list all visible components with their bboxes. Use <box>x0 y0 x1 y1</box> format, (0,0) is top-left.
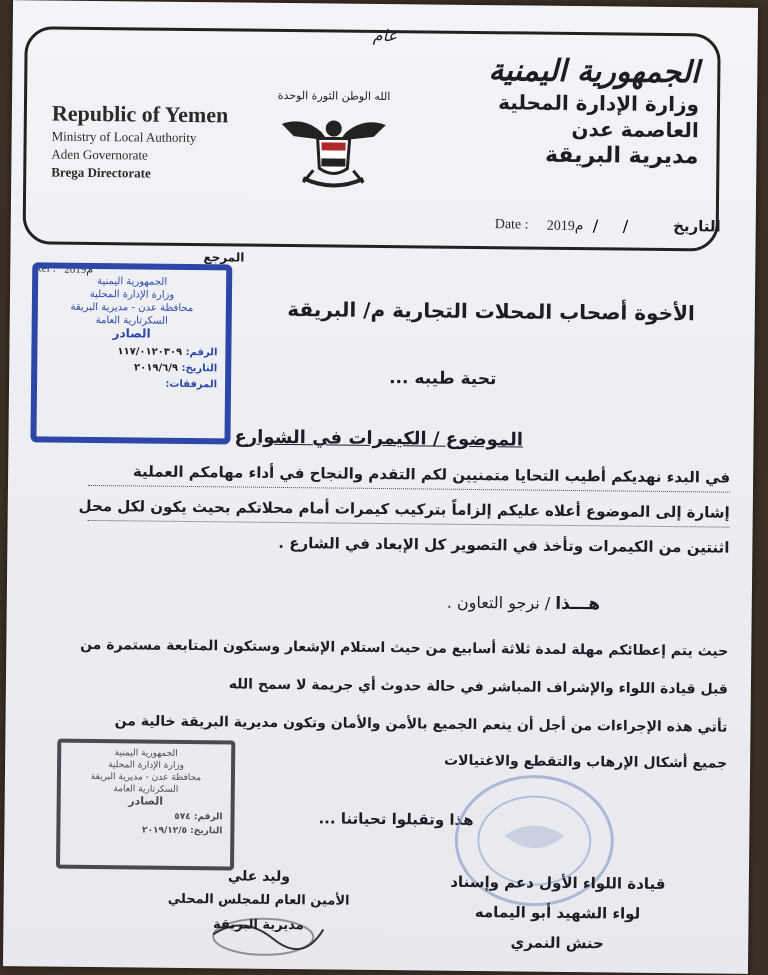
eagle-emblem-icon <box>273 102 394 191</box>
ref-label-ar: المرجع <box>203 250 245 265</box>
stamp-date-value: ٢٠١٩/٦/٩ <box>134 362 179 374</box>
stamp-line: محافظة عدن - مديرية البريقة <box>70 301 194 315</box>
date-label-en: Date : <box>494 217 529 233</box>
left-signatory-name: وليد علي <box>227 868 291 886</box>
stamp-line: الصادر <box>128 794 164 808</box>
left-signature <box>153 868 364 934</box>
stamp-attach-label: المرفقات <box>169 378 218 391</box>
hope-line <box>447 593 601 615</box>
body-line: تأتي هذه الإجراءات من أجل أن ينعم الجميع بالأمن والأمان وتكون مديرية البريقة خالية من <box>114 713 728 736</box>
left-signatory-org: مديرية البريقة <box>212 917 304 934</box>
english-header <box>51 101 228 183</box>
stamp-line: محافظة عدن - مديرية البريقة <box>90 771 202 784</box>
paragraph-1 <box>78 457 731 562</box>
body-line: جميع أشكال الإرهاب والتقطع والاغتيالات <box>443 752 728 772</box>
right-signatory-name: حنش النمري <box>510 933 605 953</box>
body-line: قبل قيادة اللواء والإشراف المباشر في حالة حدوث أي جريمة لا سمح الله <box>228 676 728 698</box>
stamp-line: الجمهورية اليمنية <box>97 276 168 288</box>
ar-directorate: مديرية البريقة <box>544 142 699 170</box>
stamp-line: الجمهورية اليمنية <box>114 748 178 759</box>
arabic-header <box>487 53 699 169</box>
date-label-ar: التاريخ <box>673 217 721 236</box>
hope-prefix: هـــذا <box>555 593 601 615</box>
greeting: تحية طيبه ... <box>389 368 497 390</box>
date-value: 2019م <box>546 218 584 235</box>
incoming-stamp: الجمهورية اليمنية وزارة الإدارة المحلية محافظة عدن - مديرية البريقة السكرتارية العامة الصادر الرقم: ٥٧٤ التاريخ: ٢٠١٩/١٢/٥ <box>56 739 235 871</box>
paragraph-2 <box>78 631 729 704</box>
stamp-num-value: ١١٧/٠١٢٠٣٠٩ <box>117 346 183 358</box>
stamp-date-value: ٢٠١٩/١٢/٥ <box>141 825 188 836</box>
right-signatory-brigade: لواء الشهيد أبو اليمامه <box>474 903 641 923</box>
ar-ministry: وزارة الإدارة المحلية <box>498 90 700 117</box>
emblem <box>273 89 394 195</box>
closing: هذا وتقبلوا تحياتنا ... <box>318 809 474 829</box>
en-governorate: Aden Governorate <box>51 146 148 163</box>
stamp-num-label: الرقم <box>197 812 223 823</box>
body-line: اثنتين من الكيمرات وتأخذ في التصوير كل الإبعاد في الشارع . <box>278 533 730 557</box>
body-line: إشارة إلى الموضوع أعلاه عليكم إلزاماً بتركيب كيمرات أمام محلاتكم بحيث يكون لكل محل <box>88 492 730 528</box>
stamp-line: السكرتارية العامة <box>113 784 179 795</box>
subject: الموضوع / الكيمرات في الشوارع <box>234 426 524 451</box>
stamp-num-label: الرقم <box>189 346 218 359</box>
handwritten-note: عام <box>372 25 398 46</box>
stamp-date-label: التاريخ <box>185 362 218 375</box>
body-line: حيث يتم إعطائكم مهلة لمدة ثلاثة أسابيع من حيث استلام الإشعار وستكون المتابعة مستمرة من <box>80 636 729 660</box>
letter-page <box>3 0 758 974</box>
ar-country: الجمهورية اليمنية <box>488 53 700 91</box>
stamp-line: وزارة الإدارة المحلية <box>89 288 175 301</box>
right-signatory-unit: قيادة اللواء الأول دعم وإسناد <box>450 872 666 894</box>
stamp-line: الصادر <box>112 326 151 341</box>
addressee: الأخوة أصحاب المحلات التجارية م/ البريقة <box>287 297 695 326</box>
date-line <box>481 215 721 242</box>
body-line: في البدء نهديكم أطيب التحايا متمنيين لكم التقدم والنجاح في أداء مهامكم العملية <box>88 457 730 493</box>
en-directorate: Brega Directorate <box>51 164 151 181</box>
ref-label-en: Ref : <box>34 262 57 275</box>
date-slash: / <box>592 216 599 236</box>
en-country: Republic of Yemen <box>51 100 229 128</box>
stamp-date-label: التاريخ <box>193 826 223 837</box>
ar-governorate: العاصمة عدن <box>571 116 699 143</box>
left-signatory-title: الأمين العام للمجلس المحلي <box>167 891 350 909</box>
hope-text: / نرجو التعاون . <box>446 592 551 613</box>
right-signature <box>427 873 688 954</box>
stamp-num-value: ٥٧٤ <box>174 811 191 823</box>
date-slash: / <box>622 216 629 236</box>
en-ministry: Ministry of Local Authority <box>51 128 197 146</box>
emblem-motto: الله الوطن الثورة الوحدة <box>277 88 391 104</box>
outgoing-stamp: الجمهورية اليمنية وزارة الإدارة المحلية محافظة عدن - مديرية البريقة السكرتارية العامة الصادر الرقم: ١١٧/٠١٢٠٣٠٩ التاريخ: ٢٠١٩/٦/٩ المرفقات: <box>30 262 232 444</box>
stamp-line: وزارة الإدارة المحلية <box>108 760 185 771</box>
ref-value: 2019م <box>64 263 94 276</box>
stamp-line: السكرتارية العامة <box>95 315 168 327</box>
